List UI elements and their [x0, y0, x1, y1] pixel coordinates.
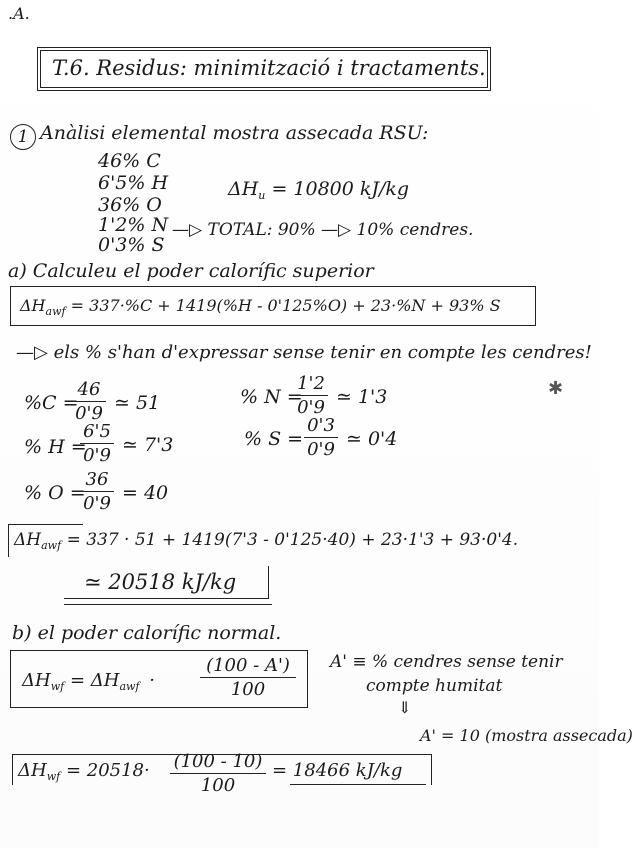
dh-u-subscript: u	[258, 189, 266, 202]
exercise-heading: Anàlisi elemental mostra assecada RSU:	[40, 122, 429, 144]
o-lhs: % O =	[24, 482, 86, 504]
calc-body: = 337 · 51 + 1419(7'3 - 0'125·40) + 23·1'3 + 93·0'4.	[66, 530, 519, 550]
s-fraction-bar	[304, 437, 338, 438]
formula-subscript: awf	[45, 305, 66, 318]
result-underline	[64, 604, 272, 605]
ash-note: —▷ els % s'han d'expressar sense tenir en compte les cendres!	[16, 342, 592, 363]
result-b-label: ΔH	[18, 760, 47, 781]
formula-b-subscript-2: awf	[119, 680, 140, 693]
s-numerator: 0'3	[307, 415, 335, 436]
s-fraction	[304, 416, 338, 460]
calc-subscript: awf	[41, 539, 62, 552]
c-fraction-bar	[72, 401, 106, 402]
n-numerator: 1'2	[297, 373, 325, 394]
dh-u-label: ΔH	[228, 178, 259, 200]
formula-b-fraction-bar	[200, 677, 296, 678]
h-fraction	[80, 422, 114, 466]
h-denominator: 0'9	[83, 445, 111, 466]
margin-scribble-icon: ✱	[548, 378, 564, 399]
o-numerator: 36	[85, 469, 109, 490]
h-fraction-bar	[80, 443, 114, 444]
result-b-fraction	[170, 752, 266, 796]
n-result: ≃ 1'3	[336, 386, 388, 408]
a-prime-definition-2: compte humitat	[366, 676, 503, 696]
a-prime-value: A' = 10 (mostra assecada)	[420, 726, 633, 745]
result-a: ≃ 20518 kJ/kg	[84, 570, 237, 594]
result-b-lhs	[18, 760, 150, 783]
part-a-heading: a) Calculeu el poder calorífic superior	[8, 260, 374, 282]
exercise-number: 1	[10, 124, 36, 150]
c-result: ≃ 51	[114, 392, 161, 414]
h-numerator: 6'5	[83, 421, 111, 442]
c-fraction	[72, 380, 106, 424]
composition-n: 1'2% N	[98, 214, 169, 236]
formula-expression	[20, 296, 501, 318]
result-b-subscript: wf	[46, 770, 61, 783]
n-lhs: % N =	[240, 386, 303, 408]
n-fraction	[294, 374, 328, 418]
o-fraction-bar	[80, 491, 114, 492]
dh-u-expression	[228, 178, 409, 202]
result-b-value: = 18466 kJ/kg	[272, 760, 403, 781]
s-denominator: 0'9	[307, 439, 335, 460]
c-numerator: 46	[77, 379, 101, 400]
formula-b-eq: = ΔH	[69, 670, 120, 691]
composition-h: 6'5% H	[98, 172, 169, 194]
page-title: T.6. Residus: minimització i tractaments.	[52, 56, 486, 80]
part-b-heading: b) el poder calorífic normal.	[12, 622, 282, 644]
c-lhs: %C =	[24, 392, 79, 414]
s-result: ≃ 0'4	[346, 428, 398, 450]
result-b-fraction-bar	[170, 773, 266, 774]
result-b-underline	[290, 784, 426, 785]
formula-b-lhs: $\Delta H_{wf} = \Delta H_{awf}$ ·	[22, 670, 155, 693]
result-b-denominator: 100	[200, 775, 236, 796]
formula-b-fraction	[200, 656, 296, 700]
formula-b-subscript: wf	[50, 680, 65, 693]
n-fraction-bar	[294, 395, 328, 396]
composition-o: 36% O	[98, 194, 162, 216]
h-result: ≃ 7'3	[122, 434, 174, 456]
s-lhs: % S =	[244, 428, 304, 450]
h-lhs: % H =	[24, 436, 87, 458]
o-denominator: 0'9	[83, 493, 111, 514]
composition-s: 0'3% S	[98, 234, 165, 256]
formula-b-denominator: 100	[230, 679, 266, 700]
result-b-numerator: (100 - 10)	[173, 751, 263, 772]
formula-label: ΔH	[20, 296, 46, 315]
composition-c: 46% C	[98, 150, 161, 172]
o-fraction	[80, 470, 114, 514]
result-b-body: = 20518·	[65, 760, 150, 781]
formula-b-label: ΔH	[22, 670, 51, 691]
a-prime-definition: A' ≡ % cendres sense tenir	[330, 652, 563, 672]
corner-label: .A.	[8, 4, 30, 23]
a-prime-arrow: ⇓	[398, 698, 412, 717]
n-denominator: 0'9	[297, 397, 325, 418]
total-note: —▷ TOTAL: 90% —▷ 10% cendres.	[172, 220, 474, 240]
formula-body: = 337·%C + 1419(%H - 0'125%O) + 23·%N + 93% S	[70, 296, 501, 315]
formula-b-numerator: (100 - A')	[206, 655, 290, 676]
calc-expression	[14, 530, 518, 552]
calc-label: ΔH	[14, 530, 42, 550]
o-result: = 40	[122, 482, 169, 504]
dh-u-value: = 10800 kJ/kg	[271, 178, 410, 200]
c-denominator: 0'9	[75, 403, 103, 424]
